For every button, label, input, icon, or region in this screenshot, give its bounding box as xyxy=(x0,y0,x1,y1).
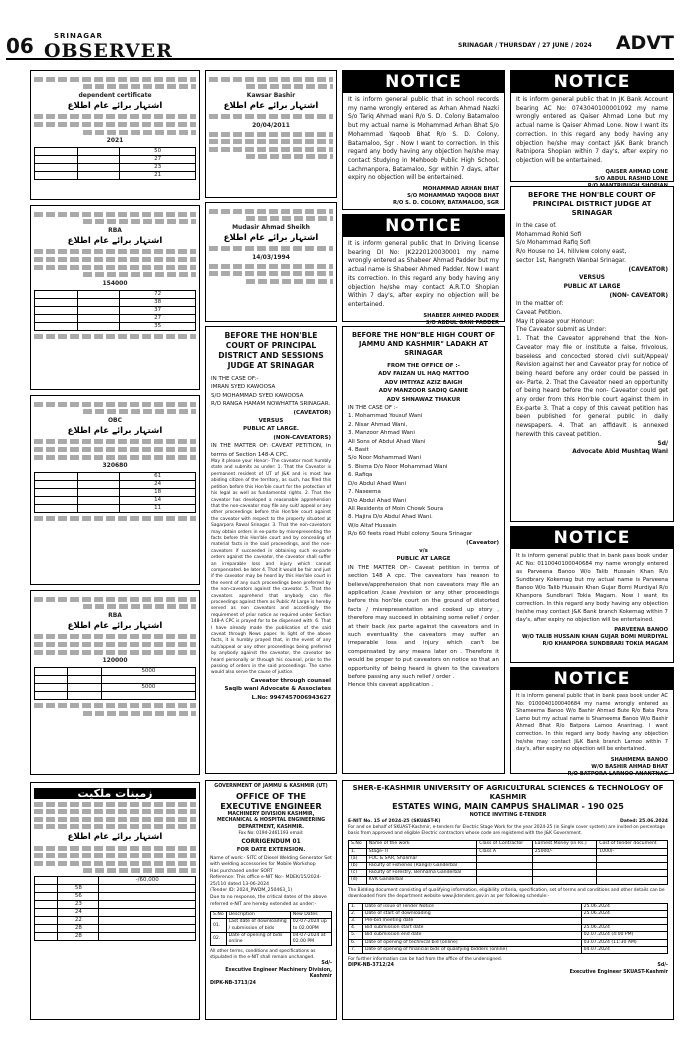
court2-party: All Sons of Abdul Ahad Wani xyxy=(348,438,426,445)
court3-line: sector 1st, Rangreth Wanbal Srinagar. xyxy=(516,257,627,264)
notice4-sign: PARVEENA BANOO xyxy=(614,627,668,633)
court1-versus: VERSUS xyxy=(258,418,284,425)
urdu-heading-3: اشتہار برائے عام اطلاع xyxy=(67,425,163,436)
cell: (b) xyxy=(349,863,367,870)
cell: Last date of downloading / submission of bids xyxy=(226,919,290,932)
court2-party: 8. Hajira D/o Abdul Ahad Wani. xyxy=(348,514,433,521)
court2-party: 1. Mohammad Yousuf Wani xyxy=(348,413,423,420)
ee-publish: Has purchased under SORT xyxy=(210,868,273,874)
urdu-land-title: زمینات ملکیت xyxy=(34,788,196,799)
urdu-amount-2: 320680 xyxy=(102,462,128,470)
cell: Date of start of downloading xyxy=(362,910,581,917)
urdu-heading-5: اشتہار برائے عام اطلاع xyxy=(67,831,163,842)
court-notice-principal-district xyxy=(205,326,337,774)
skuast-further: For further information can be had from the office of the undersigned. xyxy=(348,957,503,963)
skuast-enit: E-NIT No. 15 of 2024-25 (SKUAST-K) xyxy=(348,819,441,824)
court3-line: Mohammad Rohid Sofi xyxy=(516,231,582,238)
ee-reference: Reference: This office e-NIT No:- MDEK/15/2024-25/110 dated 13-06-2024 xyxy=(210,875,322,887)
court3-please: May it please your Honour: xyxy=(516,318,595,325)
notice5-sign: SHAHMEMA BANOO xyxy=(610,756,668,763)
skuast-works-table xyxy=(348,840,668,884)
cell: 5000 xyxy=(101,668,195,676)
dateline: SRINAGAR / THURSDAY / 27 JUNE / 2024 xyxy=(458,42,592,49)
notice-shameema xyxy=(510,667,674,777)
court3-submits: The Caveator submit as Under: xyxy=(516,327,607,334)
cell: 61 xyxy=(120,473,196,481)
urdu-table-3 xyxy=(34,472,196,513)
notice2-sign: S/O ABDUL GANI PADDER xyxy=(425,319,499,326)
cell: Date of opening of bids online xyxy=(226,932,290,945)
skuast-intro: For and on behalf of SKUAST-Kashmir, e-tenders for Electric Stage Work for the year 2024-25 (in Single cover system) are invited on percentage basis from approved and eligible Electric contractors whose code are registered with the J&K Government. xyxy=(348,825,666,837)
cell: Description xyxy=(226,912,290,919)
cell: 28 xyxy=(58,925,99,933)
skuast-date: Dated: 25.06.2024 xyxy=(619,819,668,824)
notice4-title: NOTICE xyxy=(511,527,673,549)
court1-through: Caveator through counsel xyxy=(250,677,331,684)
ee-signatory: Executive Engineer Machinery Division, Kashmir xyxy=(225,967,332,980)
court1-line: IN THE CASE OF:- xyxy=(211,376,259,382)
notice2-body: It is inform general public that In Driving license bearing Dl No: JK2220120030001 my name wrongly entered as Shabeer Ahmad Padder but my actual name is Shabeer Ahmed Padder. Now I want its correction. In this regard any body having any objection he/she may contact A.R.T.O Shopian Within 7 day's, after expiry no objection will be entertained. xyxy=(348,241,499,308)
cell: 60,000/- xyxy=(99,877,196,885)
cell: (d) xyxy=(349,877,367,884)
brand-name: OBSERVER xyxy=(44,40,173,62)
court2-office: FROM THE OFFICE OF :- xyxy=(387,363,460,369)
cell: 72 xyxy=(120,290,196,298)
ee-division: MACHINERY DIVISION KASHMIR, MECHANICAL & HOSPITAL ENGINEERING DEPARTMENT, KASHMIR. xyxy=(216,811,326,830)
notice1-title: NOTICE xyxy=(343,71,504,93)
cell: 2. xyxy=(349,910,363,917)
cell: 04.07.2024 xyxy=(581,946,667,953)
court1-heading: BEFORE THE HON'BLE COURT OF PRINCIPAL DISTRICT AND SESSIONS JUDGE AT SRINAGAR xyxy=(218,331,324,370)
cell: 3. xyxy=(349,918,363,925)
court2-party: 5. Bisma D/o Noor Mohammad Wani xyxy=(348,463,448,470)
notice-arhan xyxy=(342,70,505,210)
notice-parveena xyxy=(510,526,674,663)
cell: 4. xyxy=(349,925,363,932)
court2-party: 3. Manzoor Ahmad Wani xyxy=(348,430,415,437)
notice3-sign: QAISER AHMAD LONE xyxy=(605,168,668,175)
cell: 7. xyxy=(349,946,363,953)
skuast-tender-notice xyxy=(342,780,674,1020)
cell: 02-07-2024 up to 02.00PM xyxy=(290,919,331,932)
notice-qaiser xyxy=(510,70,674,182)
ee-sd: Sd/- xyxy=(321,961,332,967)
cell: Bid submission end date xyxy=(362,932,581,939)
urdu-heading-2: اشتہار برائے عام اطلاع xyxy=(67,235,163,246)
court2-party: D/o Abdul Ahad Wani xyxy=(348,497,407,504)
court2-party: S/o Noor Mohammad Wani xyxy=(348,455,422,462)
notice1-sign: S/O MOHAMMAD YAQOOB BHAT xyxy=(407,193,499,200)
court2-case: IN THE CASE OF :- xyxy=(348,405,398,412)
masthead xyxy=(6,32,674,60)
urdu-notice-rba-2 xyxy=(30,590,200,775)
cell: S.No xyxy=(211,912,227,919)
court2-party: All Residents of Moin Chowk Soura xyxy=(348,505,444,512)
cell: 35 xyxy=(120,322,196,330)
court1-mobile: L.No: 9947457006943627 xyxy=(251,694,331,701)
court2-party: 6. Rafiqa xyxy=(348,472,373,479)
ee-title: OFFICE OF THE EXECUTIVE ENGINEER xyxy=(220,790,322,811)
ee-corrigendum: CORRIGENDUM 01 xyxy=(241,839,301,845)
court1-line: IMRAN SYED KAWOOSA xyxy=(211,384,276,391)
ee-tender: (Tender ID: 2024_PWDM_250463_1) xyxy=(210,888,293,894)
notice3-body: It is inform general public that In JK Bank Account bearing AC No: 0743040100001092 my name wrongly entered as Qaiser Ahmad Lone but my actual name is Qaiser Ahmad Lone. Now I want its correction. In this regard any body having any objection he/she may contact J&K Bank branch Ratnipora Shopian within 7 day's, after expiry no objection will be entertained. xyxy=(516,97,668,164)
court3-public: PUBLIC AT LARGE xyxy=(563,283,621,290)
applicant-name-2: Mudasir Ahmad Sheikh xyxy=(232,223,310,231)
section-tag: ADVT xyxy=(615,32,674,54)
ee-gov: GOVERNMENT OF JAMMU & KASHMIR (UT) xyxy=(214,784,328,789)
cell: 1. xyxy=(349,848,367,855)
applicant-name-1: Kawsar Bashir xyxy=(246,91,296,99)
skuast-dipk: DIPK-NB-3712/24 xyxy=(348,963,395,969)
brand-city: SRINAGAR xyxy=(54,32,103,40)
ee-dates-table xyxy=(210,911,332,946)
cell: 38 xyxy=(120,298,196,306)
cell: 02. xyxy=(211,932,227,945)
skuast-subtitle: ESTATES WING, MAIN CAMPUS SHALIMAR - 190 025 xyxy=(392,802,624,811)
cell: 5000 xyxy=(101,684,195,692)
court1-body: May it please your Honor:- The caveator most humbly state and submits as under: 1. That the Caveator is permanent resident of UT of J&K and is most law abiding citizen of the territory, as such, has filed this petition before this Hon'ble court for the protection of his legal as well as fundamental rights. 2. That the caveator has developed a reasonable apprehension that the non-caveator may file any suit/ appeal or any other proceedings before this Hon'ble court against the caveator with respect to the property situated at Sagarpora Rawal Srinagar. 3. That the non-caveators may obtain orders in ex-parte by misrepresenting the facts before this Hon'ble court and by concealing of material facts in the said proceedings, and the non-caveators if succeeded in obtaining such ex-parte orders against the caveator, the caveator shall suffer an irreparable loss and injury which cannot compensated. be later 4. That it would be fair and just if the caveator may be heard by this Hon'ble court in the event of any such proceedings been preferred by the non-caveators against the caveator. 5. That the caveators apprehend that anybody can file proceedings against them as Public At Large is hereby served as non caveators and accordingly the requirement of prior notice as required under Section 148-A CPC is prayed for to be dispensed with. 6. That I have already made the publication of the said caveat through News paper. In light of the above facts, it is humbly prayed that, in the event of any suit/appeal or any other proceedings being preferred by anybody against the caveator, the caveator be heard personally or through his counsel, prior to the passing of orders in the said proceedings. The same would also serve the cause of justice. xyxy=(211,459,331,676)
cell: (c) xyxy=(349,870,367,877)
cell: FOC & SAR, Shalimar xyxy=(366,855,477,862)
cell: 56 xyxy=(58,893,99,901)
urdu-table-5 xyxy=(34,876,196,941)
court2-advocate: ADV IMTIYAZ AZIZ BAIGH xyxy=(384,379,463,386)
court2-heading: BEFORE THE HON"BLE HIGH COURT OF JAMMU AND KASHMIR" LADAKH AT SRINAGAR xyxy=(351,331,496,357)
court-notice-principal-district-judge xyxy=(510,186,674,522)
court3-line: S/o Mohammad Rafiq Sofi xyxy=(516,240,591,247)
urdu-heading-4: اشتہار برائے عام اطلاع xyxy=(67,620,163,631)
cell: 25.06.2024 xyxy=(581,925,667,932)
cell: 22 xyxy=(58,917,99,925)
skuast-signatory: Executive Engineer SKUAST-Kashmir xyxy=(569,969,668,975)
court2-party: 2. Nisar Ahmad Wani, xyxy=(348,421,408,428)
cell: 14 xyxy=(120,497,196,505)
notice5-title: NOTICE xyxy=(511,668,673,690)
ee-due: Due to no response, the critical dates of the above referred e-NIT are hereby extended as under:- xyxy=(210,895,327,907)
cell: 25000/- xyxy=(532,848,597,855)
cell: Stage- II xyxy=(366,848,477,855)
cell: Date of opening of financial bids of qualifying bidders (online) xyxy=(362,946,581,953)
rba-label: RBA xyxy=(108,226,122,234)
skuast-nit: NOTICE INVITING E-TENDER xyxy=(469,812,547,818)
court2-closing: Hence this caveat application . xyxy=(348,682,434,689)
court2-advocate: ADV FAIZAN UL HAQ MATTOO xyxy=(378,371,469,378)
court3-petition: Caveat Petition. xyxy=(516,310,562,317)
cell: S.No xyxy=(349,841,367,848)
cell: 50 xyxy=(120,148,196,156)
cell: (a) xyxy=(349,855,367,862)
court2-party: 4. Basit xyxy=(348,447,369,454)
cell: 28 xyxy=(58,933,99,941)
skuast-schedule-table xyxy=(348,903,668,954)
cell: 25.06.2024 xyxy=(581,910,667,917)
court1-counsel: Saqib wani Advocate & Associates xyxy=(224,686,331,693)
cell: 02.07.2024 (4:00 PM) xyxy=(581,932,667,939)
dependent-certificate-label: dependent certificate xyxy=(78,91,152,99)
cell: Earnest Money (in Rs.) xyxy=(532,841,597,848)
cell: 03.07.2024 (11:30 AM) xyxy=(581,939,667,946)
cell: Date of opening of technical bid (online) xyxy=(362,939,581,946)
skuast-title: SHER-E-KASHMIR UNIVERSITY OF AGRICULTURAL SCIENCES & TECHNOLOGY OF KASHMIR xyxy=(352,784,664,801)
court2-party: R/o 60 feets road Hubi colony Soura Srinagar xyxy=(348,531,473,538)
ee-contact: Fax No: 0194-2461193 email: xyxy=(238,831,304,836)
cell: 1000/- xyxy=(597,848,668,855)
ee-extension: FOR DATE EXTENSION. xyxy=(236,846,306,853)
notice-shabeer xyxy=(342,214,505,326)
court3-matter: In the matter of: xyxy=(516,301,564,308)
cell: 01. xyxy=(211,919,227,932)
ee-footer: All other terms, conditions and specifications as stipulated in the e-NIT shall remain unchanged. xyxy=(210,949,316,961)
urdu-table-1 xyxy=(34,147,196,180)
notice3-title: NOTICE xyxy=(511,71,673,93)
cell: 27 xyxy=(120,156,196,164)
cell: Name of the work xyxy=(366,841,477,848)
court3-caveator: (CAVEATOR) xyxy=(628,266,668,273)
urdu-notice-kawsar xyxy=(205,70,337,198)
cell: 25.06.2024 xyxy=(581,903,667,910)
newspaper-logo xyxy=(44,32,173,62)
court1-non-caveators: (NON-CAVEATORS) xyxy=(273,434,331,441)
skuast-note: The Bidding document consisting of qualifying information, eligibility criteria, specification, set of terms and conditions and other details can be downloaded from the department website www.jktenders.gov.in as per following schedule:- xyxy=(348,887,665,899)
ee-dipk: DIPK-NB-3713/24 xyxy=(210,980,257,986)
notice5-sign: W/O BASHIR AHMAD BHAT xyxy=(591,763,668,770)
urdu-heading-7: اشتہار برائے عام اطلاع xyxy=(223,232,319,243)
page-number: 06 xyxy=(6,34,34,58)
court2-caveator: (Caveator) xyxy=(466,539,499,546)
urdu-heading-6: اشتہار برائے عام اطلاع xyxy=(223,100,319,111)
urdu-table-2 xyxy=(34,290,196,331)
court2-party: W/o Altaf Hussain xyxy=(348,522,397,529)
notice1-sign: MOHAMMAD ARHAN BHAT xyxy=(422,186,499,193)
urdu-notice-rba xyxy=(30,205,200,390)
court1-line: R/O RANGA HAMAM NOWHATTA SRINAGAR. xyxy=(211,401,331,408)
notice1-body: It is inform general public that in school records my name wrongly entered as Arhan Ahmad Nazki S/o Tariq Ahmad wani R/o S. D. Colony Batamaloo but my actual name is Mohammad Arhan Bhat S/o Mohammad Yaqoob Bhat R/o S. D. Colony, Batamaloo, Sgr . Now I want to correction. In this regard any body having any objection he/she may contact Studying in Mehboob Public High School, Lachmanpora, Batamaloo, Sgr within 7 days, after expiry no objection will be entertained. xyxy=(348,97,499,182)
rba-label-2: RBA xyxy=(108,611,122,619)
cell: Cost of tender document xyxy=(597,841,668,848)
cell: 24 xyxy=(58,909,99,917)
court3-versus: VERSUS xyxy=(579,275,605,282)
notice4-body: It is inform general public that in bank pass book under AC No: 0110040100040684 my name wrongly entered as Parveena Banoo W/o Talib Hussain Khan R/o Sundbrary Kokernag but my actual name is Parveena Banoo W/o Talib Hussain Khan Gujar Bomi Murdiyal R/o Khanpora Sundbrari Tokia Magam. Now I want its correction. In this regard any body having any objection he/she may contact J&K Bank branch Kokernag within 7 day's, after expiry no objection will be entertained. xyxy=(516,553,668,623)
notice5-sign: R/O BATPORA LARNOO ANANTNAG xyxy=(567,770,668,777)
court2-party: D/o Abdul Ahad Wani xyxy=(348,480,407,487)
court1-caveator: (CAVEATOR) xyxy=(293,409,331,416)
urdu-amount-3: 120000 xyxy=(102,657,128,665)
cell: Bid submission start date xyxy=(362,925,581,932)
cell xyxy=(581,918,667,925)
cell: 58 xyxy=(58,885,99,893)
court2-vs: v/s xyxy=(419,547,428,554)
urdu-table-4 xyxy=(34,667,196,700)
notice4-sign: R/O KHANPORA SUNDBRARI TOKIA MAGAM xyxy=(542,641,668,647)
urdu-year: 2021 xyxy=(106,137,124,145)
urdu-notice-obc xyxy=(30,395,200,585)
cell: 23 xyxy=(120,164,196,172)
court3-heading: BEFORE THE HON'BLE COURT OF PRINCIPAL DISTRICT JUDGE AT SRINAGAR xyxy=(528,191,656,217)
notice2-title: NOTICE xyxy=(343,215,504,237)
court3-line: R/o House no 14, hillview colony east, xyxy=(516,249,627,256)
cell: New Dates xyxy=(290,912,331,919)
cell: Faculty of Forestry, Benhama Ganderbal xyxy=(366,870,477,877)
court2-body: IN THE MATTER OF:- Caveat petition in terms of section 148 A cpc. The caveators has reason to believe/apprehension that non caveators may file an application /case /revision or any other proceedings before this hon'ble court on the ground of distorted facts / misrepresentation and cooked up story , therefore may succeed in obtaining some relief / order at their back /ex parte against the caveators and in such eventuality the caveators may suffer an irreparable loss and injury which can't be compensated by any means later on . Therefore it would be proper to put caveators on notice so that an opportunity of being heard is given to the caveators before passing any such relief / order . xyxy=(348,564,499,681)
court3-advocate: Advocate Abid Mushtaq Wani xyxy=(572,449,668,456)
cell: 37 xyxy=(120,306,196,314)
court3-non-caveator: (NON- CAVEATOR) xyxy=(609,292,668,299)
applicant-date-1: 20/04/2011 xyxy=(252,121,290,129)
cell: Class of Contractor xyxy=(477,841,532,848)
cell: 5. xyxy=(349,932,363,939)
urdu-notice-mudasir xyxy=(205,202,337,322)
notice3-sign: S/O ABDUL RASHID LONE xyxy=(595,175,668,182)
cell: 6. xyxy=(349,939,363,946)
cell: 27 xyxy=(120,314,196,322)
cell: 18 xyxy=(120,489,196,497)
notice1-sign: R/O S. D. COLONY, BATAMALOO, SGR xyxy=(393,200,499,207)
notice5-body: It is inform general public that in bank pass book under AC No: 0100040100040684 my name wrongly entered as Shameema Banoo W/o Bashir Ahmad Bute R/o Bata Pora Lamo but my actual name is Shameema Banoo W/o Bashir Ahmad Bhat R/o Batpora Larnoo Anantnag. I want correction. In this regard any body having any objection he/she may contact J&K Bank branch Larnoo within 7 day's, after expiry no objection will be entertained. xyxy=(516,693,668,753)
skuast-sd: Sd/- xyxy=(657,963,668,969)
cell: Faculty of Fisheries (Rangil) Ganderbal xyxy=(366,863,477,870)
urdu-land-notice xyxy=(30,782,200,1020)
cell: Date of issue of Tender Notice xyxy=(362,903,581,910)
court1-matter: IN THE MATTER OF: CAVEAT PETITION, in terms of Section 148-A CPC. xyxy=(211,443,331,458)
court3-body: 1. That the Caveator apprehend that the Non-Caveator may file or institute a false, frivolous, baseless and concocted stored civil suit/Appeal/ Revision against her and Caveator pray for notice of being heard before any order could be passed in ex- Parte. 2. That the Caveator need an opportunity of being heard before the non- Caveator could get any order from this Hon'ble court against them in Ex-parte 3. That a copy of this caveat petition has been published for general public in daily newspapers. 4. That an affidavit is annexed herewith this caveat petition. xyxy=(516,336,668,438)
court2-party: 7. Naseema xyxy=(348,489,381,496)
cell: Class A xyxy=(477,848,532,855)
court1-public: PUBLIC AT LARGE. xyxy=(242,426,300,433)
notice2-sign: SHABEER AHMED PADDER xyxy=(423,312,499,319)
court1-line: S/O MOHAMMAD SYED KAWOOSA xyxy=(211,392,304,399)
obc-label: OBC xyxy=(107,416,123,424)
court3-line: In the case of. xyxy=(516,223,557,229)
cell: KVK Ganderbal xyxy=(366,877,477,884)
court-notice-high-court xyxy=(342,326,505,774)
urdu-notice-dependent xyxy=(30,70,200,200)
cell: 11 xyxy=(120,505,196,513)
notice4-sign: W/O TALIB HUSSAIN KHAN GUJAR BOMI MURDIYAL xyxy=(521,634,668,640)
cell: 23 xyxy=(58,901,99,909)
urdu-amount: 154000 xyxy=(102,279,128,287)
court3-sd: Sd/ xyxy=(657,440,668,447)
cell: 1. xyxy=(349,903,363,910)
court2-advocate: ADV SHNAWAZ THAKUR xyxy=(386,396,461,403)
cell: 21 xyxy=(120,172,196,180)
executive-engineer-corrigendum xyxy=(205,780,337,1020)
urdu-heading: اشتہار برائے عام اطلاع xyxy=(67,100,163,111)
cell: 04-07-2024 at 02.00 PM xyxy=(290,932,331,945)
court2-advocate: ADV MANZOOR SADIQ GANIE xyxy=(378,388,469,395)
cell: 24 xyxy=(120,481,196,489)
applicant-date-2: 14/03/1994 xyxy=(252,253,290,261)
court2-public: PUBLIC AT LARGE xyxy=(396,556,451,563)
cell: Pre-bid meeting date xyxy=(362,918,581,925)
ee-work: Name of work:- SITC of Diesel Welding Generator Set with welding accessories for Mobile Workshop xyxy=(210,855,332,868)
